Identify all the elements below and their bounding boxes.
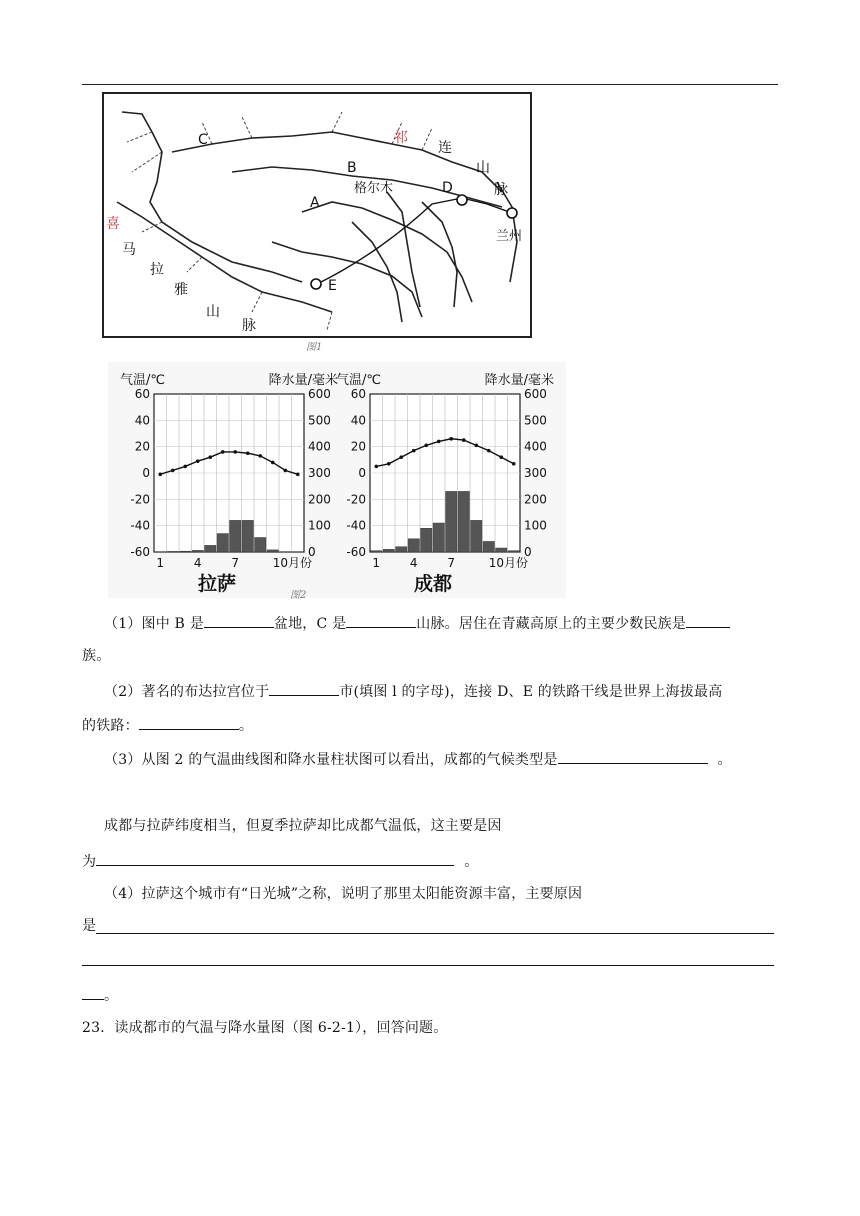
q4-answer-line-2[interactable] <box>82 965 774 966</box>
figure-1-caption: 图1 <box>306 342 323 353</box>
chart-2-precip-tick-label: 100 <box>524 518 547 533</box>
chart-1-precip-tick-label: 600 <box>308 387 331 401</box>
map-label-qilian-4: 脉 <box>494 182 508 198</box>
chart-2-temp-point <box>512 462 516 466</box>
chart-1-precip-tick-label: 300 <box>308 466 331 480</box>
chart-1-month-label: 7 <box>231 556 240 570</box>
map-label-geermu: 格尔木 <box>354 181 394 196</box>
q1-blank-c[interactable] <box>346 612 416 628</box>
chart-2-temp-point <box>399 455 403 459</box>
question-2-line-1 <box>104 680 722 702</box>
chart-1-temp-tick-label: 0 <box>142 466 150 480</box>
chart-1-precip-tick-label: 500 <box>308 413 331 428</box>
chart-1-temp-tick-label: -60 <box>130 545 150 559</box>
chart-1-precip-axis-title: 降水量/毫米 <box>268 373 338 388</box>
q4-text-2: 是 <box>82 918 97 934</box>
chart-1-precip-bar <box>180 551 191 552</box>
chart-1-temp-tick-label: 60 <box>134 387 150 401</box>
question-3-line-1 <box>104 748 732 770</box>
chart-2-precip-bar <box>496 548 507 552</box>
question-4-line-2 <box>82 916 96 936</box>
question-3-line-2 <box>104 816 502 836</box>
chart-2-temp-tick-label: 40 <box>350 413 366 428</box>
q2-text-2: 市(填图 l 的字母)，连接 D、E 的铁路干线是世界上海拔最高 <box>339 684 723 700</box>
chart-2-temp-point <box>474 444 478 448</box>
chart-2-temp-tick-label: 60 <box>350 387 366 401</box>
chart-2-temp-point <box>449 437 453 441</box>
chart-1-temp-tick-label: -20 <box>130 492 150 507</box>
question-2-line-2 <box>82 714 253 736</box>
map-label-qilian-2: 连 <box>438 140 452 156</box>
chart-2-precip-bar <box>471 520 482 552</box>
chart-1-temp-point <box>158 473 162 477</box>
chart-2-precip-bar <box>446 491 457 552</box>
chart-1-temp-point <box>208 455 212 459</box>
chart-1-month-label: 1 <box>156 556 165 570</box>
chart-1-temp-point <box>246 451 250 455</box>
figure-2-climate-charts <box>108 362 566 598</box>
map-label-ximalaya-1: 喜 <box>106 216 120 232</box>
chart-2-temp-point <box>499 455 503 459</box>
chart-2-precip-tick-label: 600 <box>524 387 547 401</box>
question-4-line-1 <box>104 884 582 904</box>
chart-1-month-label: 10月份 <box>272 556 313 570</box>
top-rule <box>82 84 778 85</box>
chart-1-month-label: 4 <box>193 556 202 570</box>
q3-blank-reason[interactable] <box>96 850 454 866</box>
q1-blank-b[interactable] <box>204 612 274 628</box>
chart-1-precip-tick-label: 100 <box>308 518 331 533</box>
q1-text-2: 盆地，C 是 <box>273 616 347 632</box>
chart-2-temp-point <box>487 449 491 453</box>
chart-1-precip-bar <box>192 550 203 552</box>
chart-1-temp-point <box>233 450 237 454</box>
chart-2-precip-tick-label: 400 <box>524 439 547 454</box>
chart-2-temp-point <box>462 438 466 442</box>
chart-2-temp-tick-label: -60 <box>346 545 366 559</box>
map-label-ximalaya-6: 脉 <box>242 318 256 334</box>
map-label-ximalaya-5: 山 <box>206 304 220 320</box>
question-1-line-2 <box>82 646 110 666</box>
chart-2-precip-bar <box>433 523 444 552</box>
chart-2-precip-bar <box>408 539 419 552</box>
chart-1-temp-tick-label: 40 <box>134 413 150 428</box>
chart-1-temp-point <box>271 461 275 465</box>
map-label-ximalaya-3: 拉 <box>150 262 164 278</box>
chart-2-precip-bar <box>421 528 432 552</box>
chart-2-month-label: 1 <box>372 556 381 570</box>
q4-answer-line-1[interactable] <box>96 933 774 934</box>
chart-1-precip-bar <box>167 551 178 552</box>
chart-2-temp-tick-label: -40 <box>346 518 366 533</box>
city-marker-d <box>457 195 467 205</box>
chart-2-precip-tick-label: 0 <box>524 545 532 559</box>
map-label-qilian-1: 祁 <box>394 130 408 146</box>
map-label-e: E <box>328 278 337 294</box>
chart-2-precip-tick-label: 300 <box>524 466 547 480</box>
chart-2-temp-tick-label: 0 <box>358 466 366 480</box>
chart-1-precip-tick-label: 400 <box>308 439 331 454</box>
q2-blank-city[interactable] <box>269 680 339 696</box>
figure-2-caption: 图2 <box>290 590 307 601</box>
q4-text-3: 。 <box>104 988 119 1004</box>
q2-blank-railway[interactable] <box>139 714 239 730</box>
q3-blank-climate[interactable] <box>558 748 708 764</box>
chart-2-temp-point <box>374 465 378 469</box>
chart-1-precip-bar <box>217 534 228 552</box>
q1-text-4: 族。 <box>82 648 111 664</box>
chart-1-temp-point <box>171 469 175 473</box>
chart-2-precip-tick-label: 500 <box>524 413 547 428</box>
chart-2-temp-point <box>387 462 391 466</box>
city-marker-lanzhou <box>507 208 517 218</box>
chart-2-precip-bar <box>458 491 469 552</box>
question-3-line-3 <box>82 850 478 872</box>
map-label-ximalaya-4: 雅 <box>174 282 188 298</box>
chart-1-precip-bar <box>255 538 266 552</box>
chart-1-temp-point <box>196 459 200 463</box>
map-label-b: B <box>347 160 357 176</box>
q2-text-4: 。 <box>238 718 254 734</box>
chart-1-temp-point <box>258 454 262 458</box>
chart-2-precip-tick-label: 200 <box>524 492 547 507</box>
chart-1-precip-bar <box>230 520 241 552</box>
q1-text-3: 山脉。居住在青藏高原上的主要少数民族是 <box>416 616 687 632</box>
chart-2-temp-axis-title: 气温/℃ <box>336 373 381 388</box>
q2-text-1: （2）著名的布达拉宫位于 <box>104 684 270 700</box>
q1-text-1: （1）图中 B 是 <box>104 616 204 632</box>
map-label-c: C <box>198 132 208 148</box>
chart-1-temp-tick-label: -40 <box>130 518 150 533</box>
chart-2-temp-point <box>437 440 441 444</box>
chart-2-temp-point <box>412 449 416 453</box>
figure-1-map <box>102 92 532 338</box>
q1-blank-ethnic[interactable] <box>686 612 730 628</box>
chart-2-precip-axis-title: 降水量/毫米 <box>484 373 554 388</box>
q4-answer-line-3[interactable] <box>82 984 104 1000</box>
chart-1-temp-point <box>283 469 287 473</box>
map-label-ximalaya-2: 马 <box>122 242 136 258</box>
q4-text-1: （4）拉萨这个城市有“日光城”之称，说明了那里太阳能资源丰富，主要原因 <box>104 886 583 902</box>
map-label-lanzhou: 兰州 <box>496 229 523 244</box>
q3-text-3: 成都与拉萨纬度相当，但夏季拉萨却比成都气温低，这主要是因 <box>104 818 502 834</box>
chart-2-precip-bar <box>371 551 382 552</box>
map-label-d: D <box>442 180 453 196</box>
q2-text-3: 的铁路： <box>82 718 139 734</box>
chart-2-temp-tick-label: 20 <box>350 439 366 454</box>
chart-1-city-title: 拉萨 <box>197 573 237 595</box>
chart-1-precip-tick-label: 0 <box>308 545 316 559</box>
chart-1-temp-point <box>221 450 225 454</box>
chart-2-month-label: 7 <box>447 556 456 570</box>
chart-1-temp-axis-title: 气温/℃ <box>120 373 165 388</box>
chart-2-precip-bar <box>383 549 394 552</box>
chart-1-temp-tick-label: 20 <box>134 439 150 454</box>
map-label-a: A <box>310 195 320 211</box>
chart-2-precip-bar <box>508 551 519 552</box>
chart-2-precip-bar <box>483 541 494 552</box>
question-1-line-1 <box>104 612 730 634</box>
chart-1-temp-point <box>296 473 300 477</box>
chart-2-temp-tick-label: -20 <box>346 492 366 507</box>
chart-2-month-label: 4 <box>409 556 418 570</box>
question-4-line-4 <box>82 984 118 1006</box>
chart-2-temp-point <box>424 444 428 448</box>
chart-2-city-title: 成都 <box>413 573 453 595</box>
q3-text-4: 为 <box>82 854 97 870</box>
city-marker-e <box>311 279 321 289</box>
q3-text-2: 。 <box>717 752 732 768</box>
map-label-qilian-3: 山 <box>476 160 490 176</box>
q3-text-1: （3）从图 2 的气温曲线图和降水量柱状图可以看出，成都的气候类型是 <box>104 752 558 768</box>
chart-1-precip-bar <box>242 520 253 552</box>
chart-1-precip-bar <box>205 545 216 552</box>
question-23: 23．读成都市的气温与降水量图（图 6-2-1），回答问题。 <box>82 1020 448 1036</box>
chart-1-precip-tick-label: 200 <box>308 492 331 507</box>
chart-2-precip-bar <box>396 547 407 552</box>
q3-text-5: 。 <box>464 854 479 870</box>
chart-2-month-label: 10月份 <box>488 556 529 570</box>
chart-1-temp-point <box>183 465 187 469</box>
chart-1-precip-bar <box>267 550 278 552</box>
